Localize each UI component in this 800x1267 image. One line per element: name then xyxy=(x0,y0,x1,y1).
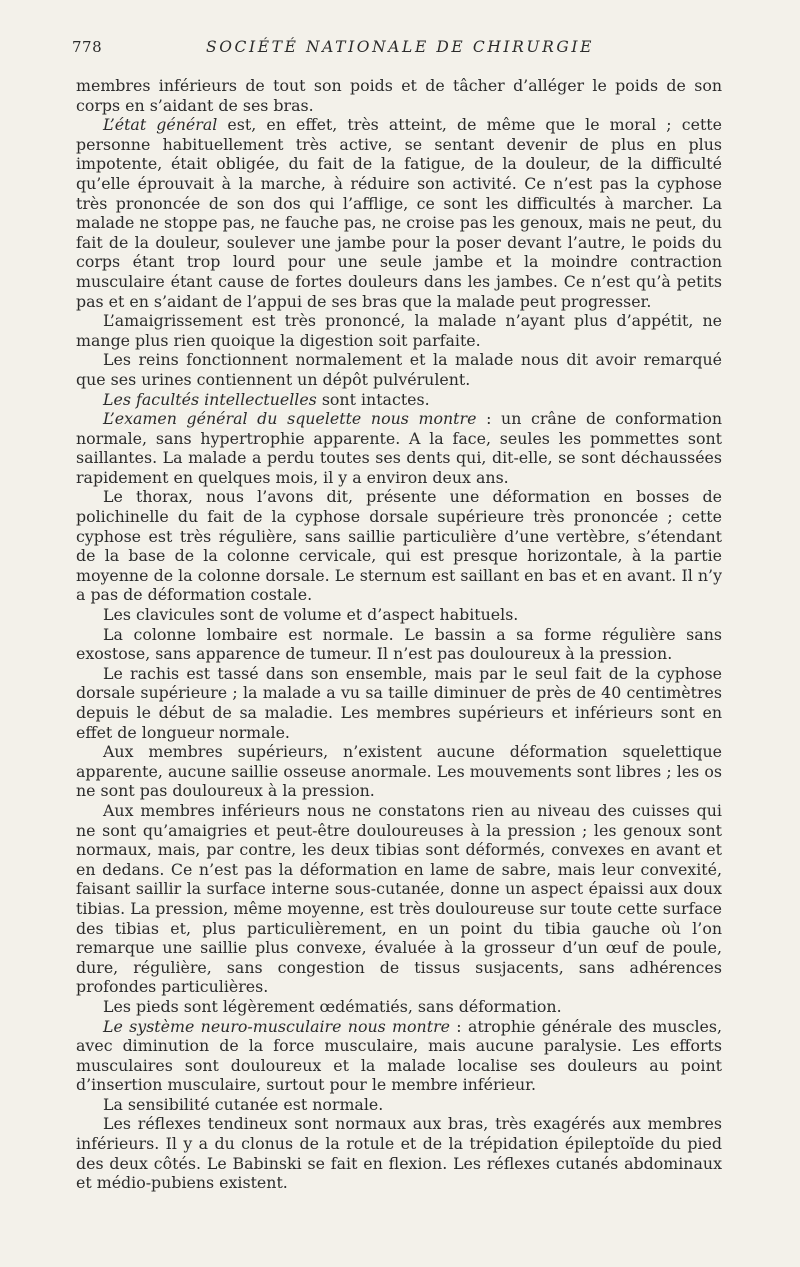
paragraph xyxy=(76,1095,722,1115)
paragraph xyxy=(76,1017,722,1095)
paragraph xyxy=(76,605,722,625)
paragraph-lead: Les facultés intellectuelles xyxy=(103,389,317,409)
page-number: 778 xyxy=(72,38,103,56)
paragraph-text: sont intactes. xyxy=(316,389,430,409)
paragraph-text: est, en effet, très atteint, de même que le moral ; cette personne habituellement très active, se sentant devenir de plus en plus impotente, était obligée, du fait de la fatigue, de la douleur, de la difficulté qu’elle éprouvait à la marche, à réduire son activité. Ce n’est pas la cyphose très prononcée de son dos qui l’afflige, ce sont les difficultés à marcher. La malade ne stoppe pas, ne fauche pas, ne croise pas les genoux, mais ne peut, du fait de la douleur, soulever une jambe pour la poser devant l’autre, le poids du corps étant trop lourd pour une seule jambe et la moindre contraction musculaire étant cause de fortes douleurs dans les jambes. Ce n’est qu’à petits pas et en s’aidant de l’appui de ses bras que la malade peut progresser. xyxy=(76,115,722,311)
paragraph xyxy=(76,742,722,801)
paragraph-text: Aux membres supérieurs, n’existent aucune déformation squelettique apparente, aucune saillie osseuse anormale. Les mouvements sont libres ; les os ne sont pas douloureux à la pression. xyxy=(76,742,722,801)
paragraph-text: Le thorax, nous l’avons dit, présente une déformation en bosses de polichinelle du fait de la cyphose dorsale supérieure très prononcée ; cette cyphose est très régulière, sans saillie particulière d’une vertèbre, s’étendant de la base de la colonne cervicale, qui est presque horizontale, à la partie moyenne de la colonne dorsale. Le sternum est saillant en bas et en avant. Il n’y a pas de déformation costale. xyxy=(76,487,722,605)
paragraph-text: Les reins fonctionnent normalement et la malade nous dit avoir remarqué que ses urines contiennent un dépôt pulvérulent. xyxy=(76,350,722,389)
paragraph xyxy=(76,390,722,410)
paragraph-text: Aux membres inférieurs nous ne constatons rien au niveau des cuisses qui ne sont qu’amaigries et peut-être douloureuses à la pression ; les genoux sont normaux, mais, par contre, les deux tibias sont déformés, convexes en avant et en dedans. Ce n’est pas la déformation en lame de sabre, mais leur convexité, faisant saillir la surface interne sous-cutanée, donne un aspect épaissi aux doux tibias. La pression, même moyenne, est très douloureuse sur toute cette surface des tibias et, plus particulièrement, en un point du tibia gauche où l’on remarque une saillie plus convexe, évaluée à la grosseur d’un œuf de poule, dure, régulière, sans congestion de tissus susjacents, sans adhérences profondes particulières. xyxy=(76,800,722,997)
paragraph-lead: Le système neuro-musculaire nous montre xyxy=(103,1016,450,1036)
paragraph xyxy=(76,664,722,742)
paragraph-text: La sensibilité cutanée est normale. xyxy=(103,1094,384,1114)
paragraph-text: membres inférieurs de tout son poids et de tâcher d’alléger le poids de son corps en s’aidant de ses bras. xyxy=(76,76,722,115)
paragraph xyxy=(76,625,722,664)
body-text xyxy=(76,76,722,1193)
paragraph xyxy=(76,801,722,997)
paragraph-lead: L’état général xyxy=(103,115,218,135)
paragraph-text: L’amaigrissement est très prononcé, la malade n’ayant plus d’appétit, ne mange plus rien quoique la digestion soit parfaite. xyxy=(76,311,722,350)
paragraph-text: La colonne lombaire est normale. Le bassin a sa forme régulière sans exostose, sans apparence de tumeur. Il n’est pas douloureux à la pression. xyxy=(76,624,722,664)
paragraph xyxy=(76,409,722,487)
paragraph-text: Les clavicules sont de volume et d’aspect habituels. xyxy=(103,605,519,625)
paragraph-lead: L’examen général du squelette nous montre xyxy=(103,409,477,429)
paragraph xyxy=(76,311,722,350)
running-title: SOCIÉTÉ NATIONALE DE CHIRURGIE xyxy=(206,38,594,56)
paragraph-text: Les réflexes tendineux sont normaux aux bras, très exagérés aux membres inférieurs. Il y a du clonus de la rotule et de la trépidation épileptoïde du pied des deux côtés. Le Babinski se fait en flexion. Les réflexes cutanés abdominaux et médio-pubiens existent. xyxy=(76,1114,722,1193)
page-header xyxy=(72,38,728,60)
paragraph xyxy=(76,487,722,605)
paragraph xyxy=(76,1114,722,1192)
paragraph xyxy=(76,76,722,115)
paragraph xyxy=(76,115,722,311)
paragraph-text: : un crâne de conformation normale, sans hypertrophie apparente. A la face, seules les pommettes sont saillantes. La malade a perdu toutes ses dents qui, dit-elle, se sont déchaussées rapidement en quelques mois, il y a environ deux ans. xyxy=(76,409,722,487)
paragraph xyxy=(76,350,722,389)
paragraph-text: Le rachis est tassé dans son ensemble, mais par le seul fait de la cyphose dorsale supérieure ; la malade a vu sa taille diminuer de près de 40 centimètres depuis le début de sa maladie. Les membres supérieurs et inférieurs sont en effet de longueur normale. xyxy=(76,663,722,742)
paragraph-text: Les pieds sont légèrement œdématiés, sans déformation. xyxy=(103,996,562,1016)
paragraph xyxy=(76,997,722,1017)
paragraph-text: : atrophie générale des muscles, avec diminution de la force musculaire, mais aucune paralysie. Les efforts musculaires sont douloureux et la malade localise ses douleurs au point d’insertion musculaire, surtout pour le membre inférieur. xyxy=(76,1016,722,1095)
